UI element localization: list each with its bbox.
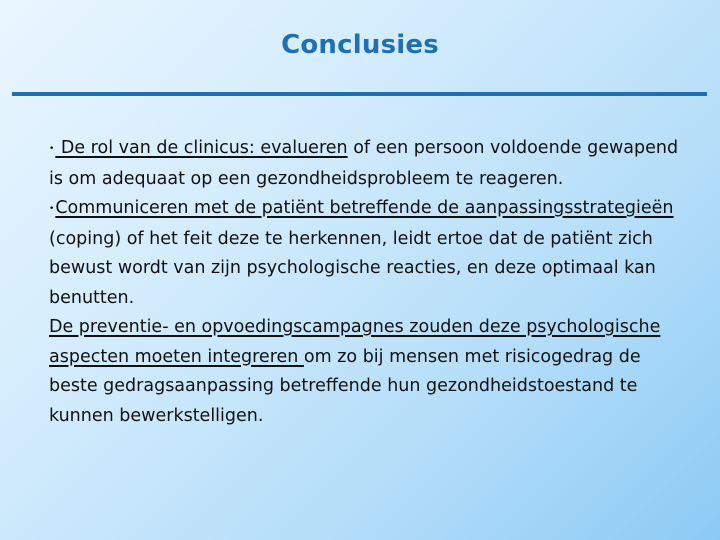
bullet-icon: • [49, 144, 55, 154]
bullet-icon: • [49, 204, 55, 214]
slide-body [49, 134, 689, 431]
paragraph-clinician-role [49, 134, 689, 194]
title-divider [12, 92, 707, 96]
underlined-phrase: Communiceren met de patiënt betreffende de aanpassingsstrategieën [55, 198, 674, 218]
paragraph-prevention [49, 313, 689, 431]
paragraph-communication [49, 194, 689, 313]
underlined-phrase: De rol van de clinicus: evalueren [55, 138, 348, 158]
slide-title: Conclusies [281, 30, 439, 60]
paragraph-text: of een persoon voldoende gewapend is om adequaat op een gezondheidsprobleem te reageren. [49, 138, 679, 189]
underlined-phrase: De preventie- en opvoedingscampagnes zouden deze psychologische aspecten moeten integreren [49, 317, 661, 367]
paragraph-text: om zo bij mensen met risicogedrag de beste gedragsaanpassing betreffende hun gezondheidstoestand te kunnen bewerkstelligen. [49, 346, 641, 426]
paragraph-text: (coping) of het feit deze te herkennen, leidt ertoe dat de patiënt zich bewust wordt van zijn psychologische reacties, en deze optimaal kan benutten. [49, 228, 656, 308]
